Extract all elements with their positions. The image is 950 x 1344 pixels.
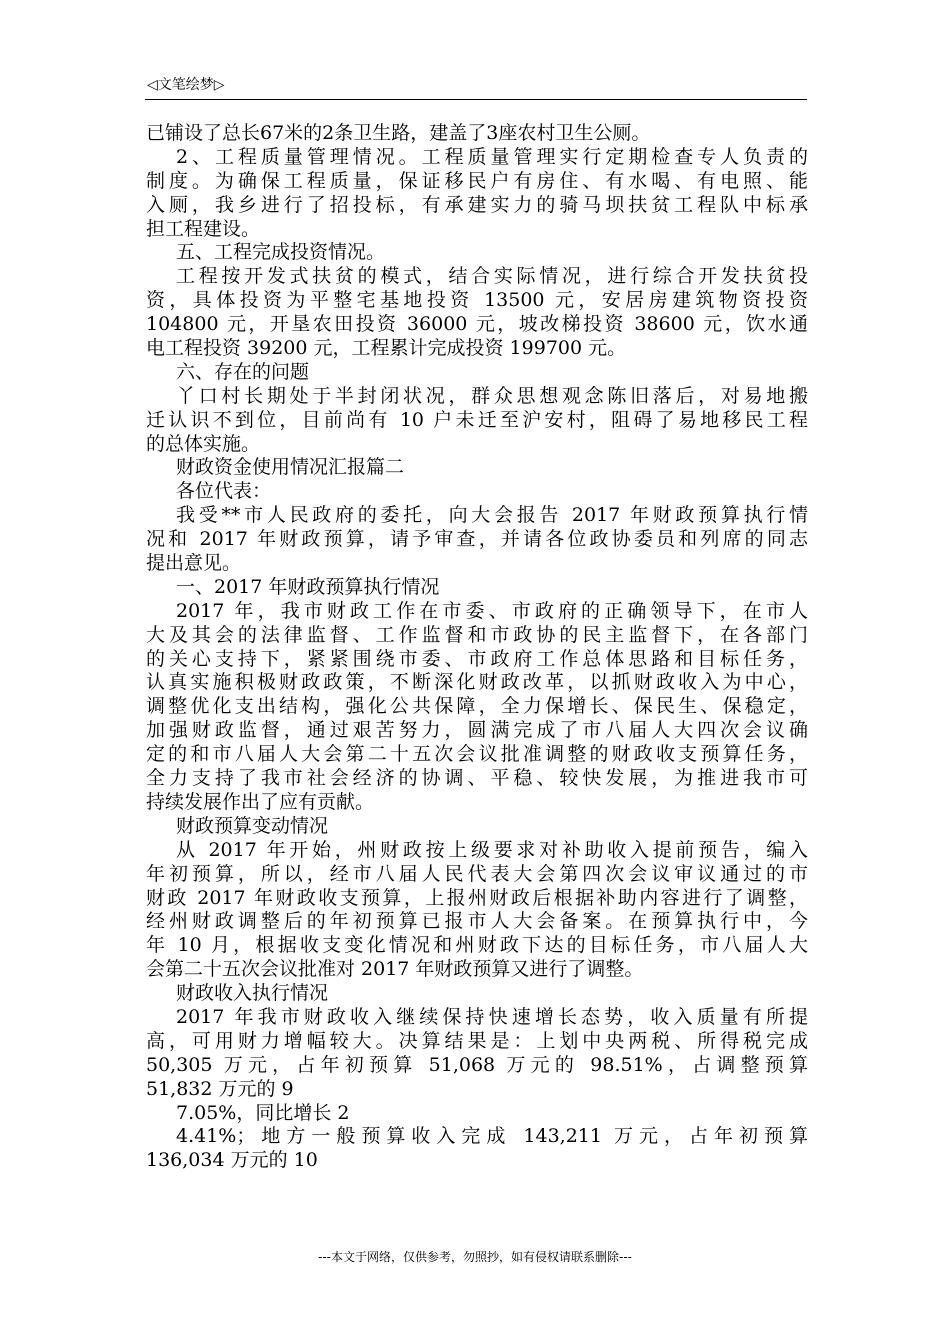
text-line: 2、工程质量管理情况。工程质量管理实行定期检查专人负责的 [176,145,808,168]
text-line: 的总体实施。 [146,432,261,455]
text-line: 六、存在的问题 [176,360,310,383]
text-line: 提出意见。 [146,552,242,575]
text-line: 4.41%；地方一般预算收入完成 143,211 万元，占年初预算 [176,1125,808,1148]
text-line: 丫口村长期处于半封闭状况，群众思想观念陈旧落后，对易地搬 [176,384,808,407]
text-line: 工程按开发式扶贫的模式，结合实际情况，进行综合开发扶贫投 [176,265,808,288]
text-line: 制度。为确保工程质量，保证移民户有房住、有水喝、有电照、能 [146,169,808,192]
text-line: 电工程投资 39200 元，工程累计完成投资 199700 元。 [146,337,627,360]
text-line: 会第二十五次会议批准对 2017 年财政预算又进行了调整。 [146,958,644,981]
text-line: 高，可用财力增幅较大。决算结果是：上划中央两税、所得税完成 [146,1029,808,1052]
text-line: 大及其会的法律监督、工作监督和市政协的民主监督下，在各部门 [146,623,808,646]
text-line: 迁认识不到位，目前尚有 10 户未迁至沪安村，阻碍了易地移民工程 [146,408,808,431]
text-line: 7.05%，同比增长 2 [176,1101,350,1124]
text-line: 50,305 万元，占年初预算 51,068 万元的 98.51%，占调整预算 [146,1053,808,1076]
text-line: 已铺设了总长67米的2条卫生路，建盖了3座农村卫生公厕。 [146,122,651,144]
text-line: 从 2017 年开始，州财政按上级要求对补助收入提前预告，编入 [176,838,808,861]
header-rule [145,99,807,100]
text-line: 各位代表： [176,480,272,503]
text-line: 2017 年我市财政收入继续保持快速增长态势，收入质量有所提 [176,1005,808,1028]
text-line: 五、工程完成投资情况。 [176,241,386,264]
text-line: 入厕，我乡进行了招投标，有承建实力的骑马坝扶贫工程队中标承 [146,193,808,216]
document-body [146,122,808,1173]
text-line: 财政资金使用情况汇报篇二 [176,456,405,479]
header-text: ◁文笔绘梦▷ [147,77,225,93]
text-line: 的关心支持下，紧紧围绕市委、市政府工作总体思路和目标任务， [146,647,808,670]
text-line: 2017 年，我市财政工作在市委、市政府的正确领导下，在市人 [176,599,808,622]
text-line: 104800 元，开垦农田投资 36000 元，坡改梯投资 38600 元，饮水通 [146,313,808,336]
text-line: 136,034 万元的 10 [146,1149,318,1172]
text-line: 况和 2017 年财政预算，请予审查，并请各位政协委员和列席的同志 [146,528,808,551]
text-line: 加强财政监督，通过艰苦努力，圆满完成了市八届人大四次会议确 [146,719,808,742]
text-line: 全力支持了我市社会经济的协调、平稳、较快发展，为推进我市可 [146,767,808,790]
text-line: 年 10 月，根据收支变化情况和州财政下达的目标任务，市八届人大 [146,934,808,957]
footer-disclaimer: ---本文于网络，仅供参考，勿照抄，如有侵权请联系删除--- [318,1250,632,1264]
text-line: 一、2017 年财政预算执行情况 [176,575,440,598]
text-line: 财政收入执行情况 [176,982,329,1005]
text-line: 财政 2017 年财政收支预算，上报州财政后根据补助内容进行了调整， [146,886,808,909]
text-line: 51,832 万元的 9 [146,1077,294,1100]
text-line: 年初预算，所以，经市八届人民代表大会第四次会议审议通过的市 [146,862,808,885]
text-line: 资，具体投资为平整宅基地投资 13500 元，安居房建筑物资投资 [146,289,808,312]
text-line: 财政预算变动情况 [176,814,329,837]
text-line: 认真实施积极财政政策，不断深化财政改革，以抓财政收入为中心， [146,671,808,694]
text-line: 经州财政调整后的年初预算已报市人大会备案。在预算执行中，今 [146,910,808,933]
text-line: 定的和市八届人大会第二十五次会议批准调整的财政收支预算任务， [146,743,808,766]
text-line: 我受**市人民政府的委托，向大会报告 2017 年财政预算执行情 [176,504,808,527]
text-line: 担工程建设。 [146,217,261,240]
text-line: 调整优化支出结构，强化公共保障，全力保增长、保民生、保稳定， [146,695,808,718]
text-line: 持续发展作出了应有贡献。 [146,790,375,813]
